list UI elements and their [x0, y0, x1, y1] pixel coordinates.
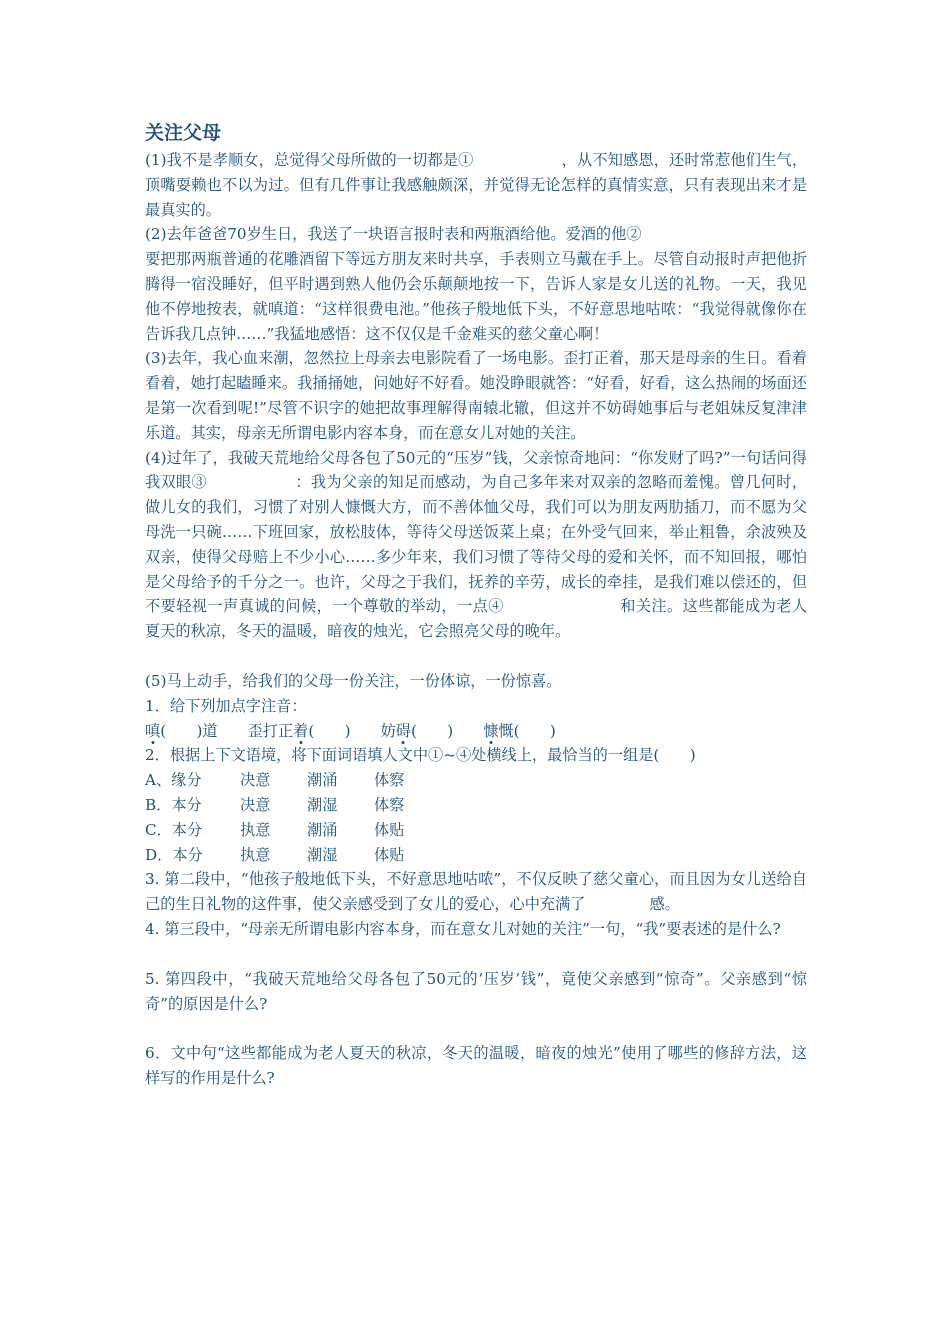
question-6: 6．文中句“这些都能成为老人夏天的秋凉，冬天的温暖，暗夜的烛光”使用了哪些的修辞方法，这样写的作用是什么?: [145, 1044, 807, 1088]
option-word: 潮湿: [307, 845, 338, 864]
question-2-stem: 2．根据上下文语境，将下面词语填人文中①~④处横线上，最恰当的一组是( ): [145, 746, 696, 765]
paragraph-3: (3)去年，我心血来潮，忽然拉上母亲去电影院看了一场电影。歪打正着，那天是母亲的生日。看着看着，她打起瞌睡来。我捅捅她，问她好不好看。她没睁眼就答：“好看，好看，这么热闹的场面还是第一次看到呢!”尽管不识字的她把故事理解得南辕北辙，但这并不妨碍她事后与老姐妹反复津津乐道。其实，母亲无所谓电影内容本身，而在意女儿对她的关注。: [145, 349, 807, 442]
p4-text-b: ：我为父亲的知足而感动，为自己多年来对双亲的忽略而羞愧。曾几何时，做儿女的我们，习惯了对别人慷慨大方，而不善体恤父母，我们可以为朋友两肋插刀，而不愿为父母洗一只碗……下班回家，放松肢体，等待父母送饭菜上桌；在外受气回来，举止粗鲁，余波殃及双亲，使得父母赔上不少小心……多少年来，我们习惯了等待父母的爱和关怀，而不知回报，哪怕是父母给予的千分之一。也许，父母之于我们，抚养的辛劳，成长的牵挂，是我们难以偿还的，但不要轻视一声真诚的问候，一个尊敬的举动，一点④: [145, 473, 808, 616]
pinyin-item[interactable]: [381, 719, 454, 744]
question-1-stem: 1．给下列加点字注音：: [145, 696, 307, 715]
document-page: [145, 118, 807, 1091]
option-label: D．本分: [145, 845, 203, 864]
option-word: 体贴: [374, 845, 405, 864]
answer-space[interactable]: [145, 942, 807, 967]
p2-text-b: 要把那两瓶普通的花雕酒留下等远方朋友来时共享，手表则立马戴在手上。尽管自动报时声把他折腾得一宿没睡好，但平时遇到熟人他仍会乐颠颠地按一下，告诉人家是女儿送的礼物。一天，我见他不停地按表，就嗔道：“这样很费电池。”他孩子般地低下头，不好意思地咕哝：“我觉得就像你在告诉我几点钟……”我猛地感悟：这不仅仅是千金难买的慈父童心啊！: [145, 250, 807, 343]
option-word: 潮湿: [307, 795, 338, 814]
spacer: [145, 644, 807, 669]
option-word: 决意: [240, 795, 271, 814]
q3-text-a: 3. 第二段中，“他孩子般地低下头，不好意思地咕哝”，不仅反映了慈父童心，而且因为女儿送给自己的生日礼物的这件事，使父亲感受到了女儿的爱心，心中充满了: [145, 870, 807, 914]
p2-text-a: (2)去年爸爸70岁生日，我送了一块语言报时表和两瓶酒给他。爱酒的他②: [145, 225, 642, 244]
item-post: ( ): [410, 721, 454, 740]
paragraph-5: (5)马上动手，给我们的父母一份关注，一份体谅，一份惊喜。: [145, 671, 562, 690]
dotted-char: 慷: [483, 721, 499, 740]
item-post: 慨( ): [498, 721, 556, 740]
p4-text-c: 和关注。这些都能成为老人夏天的秋凉，冬天的温暖，暗夜的烛光，它会照亮父母的晚年。: [145, 597, 808, 641]
option-b[interactable]: [145, 793, 807, 818]
option-a[interactable]: [145, 768, 807, 793]
item-pre: 妨: [380, 721, 396, 740]
option-word: 执意: [240, 820, 271, 839]
option-d[interactable]: [145, 843, 807, 868]
paragraph-1: [145, 148, 807, 222]
dotted-char: 碍: [395, 721, 411, 740]
p1-text-a: (1)我不是孝顺女，总觉得父母所做的一切都是①: [145, 151, 474, 169]
option-label: C．本分: [145, 820, 203, 839]
paragraph-2: [145, 222, 807, 346]
item-post: ( ): [308, 721, 351, 740]
item-pre: 歪打正: [247, 721, 294, 740]
option-word: 潮涌: [307, 820, 338, 839]
question-4: 4. 第三段中，“母亲无所谓电影内容本身，而在意女儿对她的关注”一句，“我”要表述的是什么?: [145, 919, 781, 938]
option-label: A、缘分: [145, 771, 202, 790]
option-word: 体贴: [374, 820, 405, 839]
pinyin-item[interactable]: [145, 719, 218, 744]
dotted-char: 嗔: [145, 721, 161, 740]
q3-text-b: 感。: [649, 895, 680, 914]
p1-text-b: ，从不知感恩，还时常惹他们生气，顶嘴耍赖也不以为过。但有几件事让我感触颇深，并觉得无论怎样的真情实意，只有表现出来才是最真实的。: [145, 151, 808, 219]
option-c[interactable]: [145, 818, 807, 843]
answer-space[interactable]: [145, 1016, 807, 1041]
question-3: [145, 867, 807, 917]
option-word: 决意: [240, 771, 271, 790]
pinyin-item[interactable]: [483, 719, 556, 744]
p4-text-a: (4)过年了，我破天荒地给父母各包了50元的“压岁”钱，父亲惊奇地问：“你发财了吗?”一句话问得我双眼③: [145, 448, 807, 492]
dotted-char: 着: [293, 721, 309, 740]
option-label: B．本分: [145, 795, 202, 814]
option-word: 体察: [374, 771, 405, 790]
question-1-items: [145, 719, 807, 744]
option-word: 体察: [374, 795, 405, 814]
item-post: ( )道: [160, 721, 218, 740]
question-5: 5. 第四段中，“我破天荒地给父母各包了50元的‘压岁’钱”，竟使父亲感到“惊奇”。父亲感到“惊奇”的原因是什么?: [145, 969, 807, 1013]
option-word: 潮涌: [307, 771, 338, 790]
option-word: 执意: [240, 845, 271, 864]
paragraph-4: [145, 446, 807, 644]
pinyin-item[interactable]: [248, 719, 351, 744]
document-title: 关注父母: [145, 122, 222, 144]
